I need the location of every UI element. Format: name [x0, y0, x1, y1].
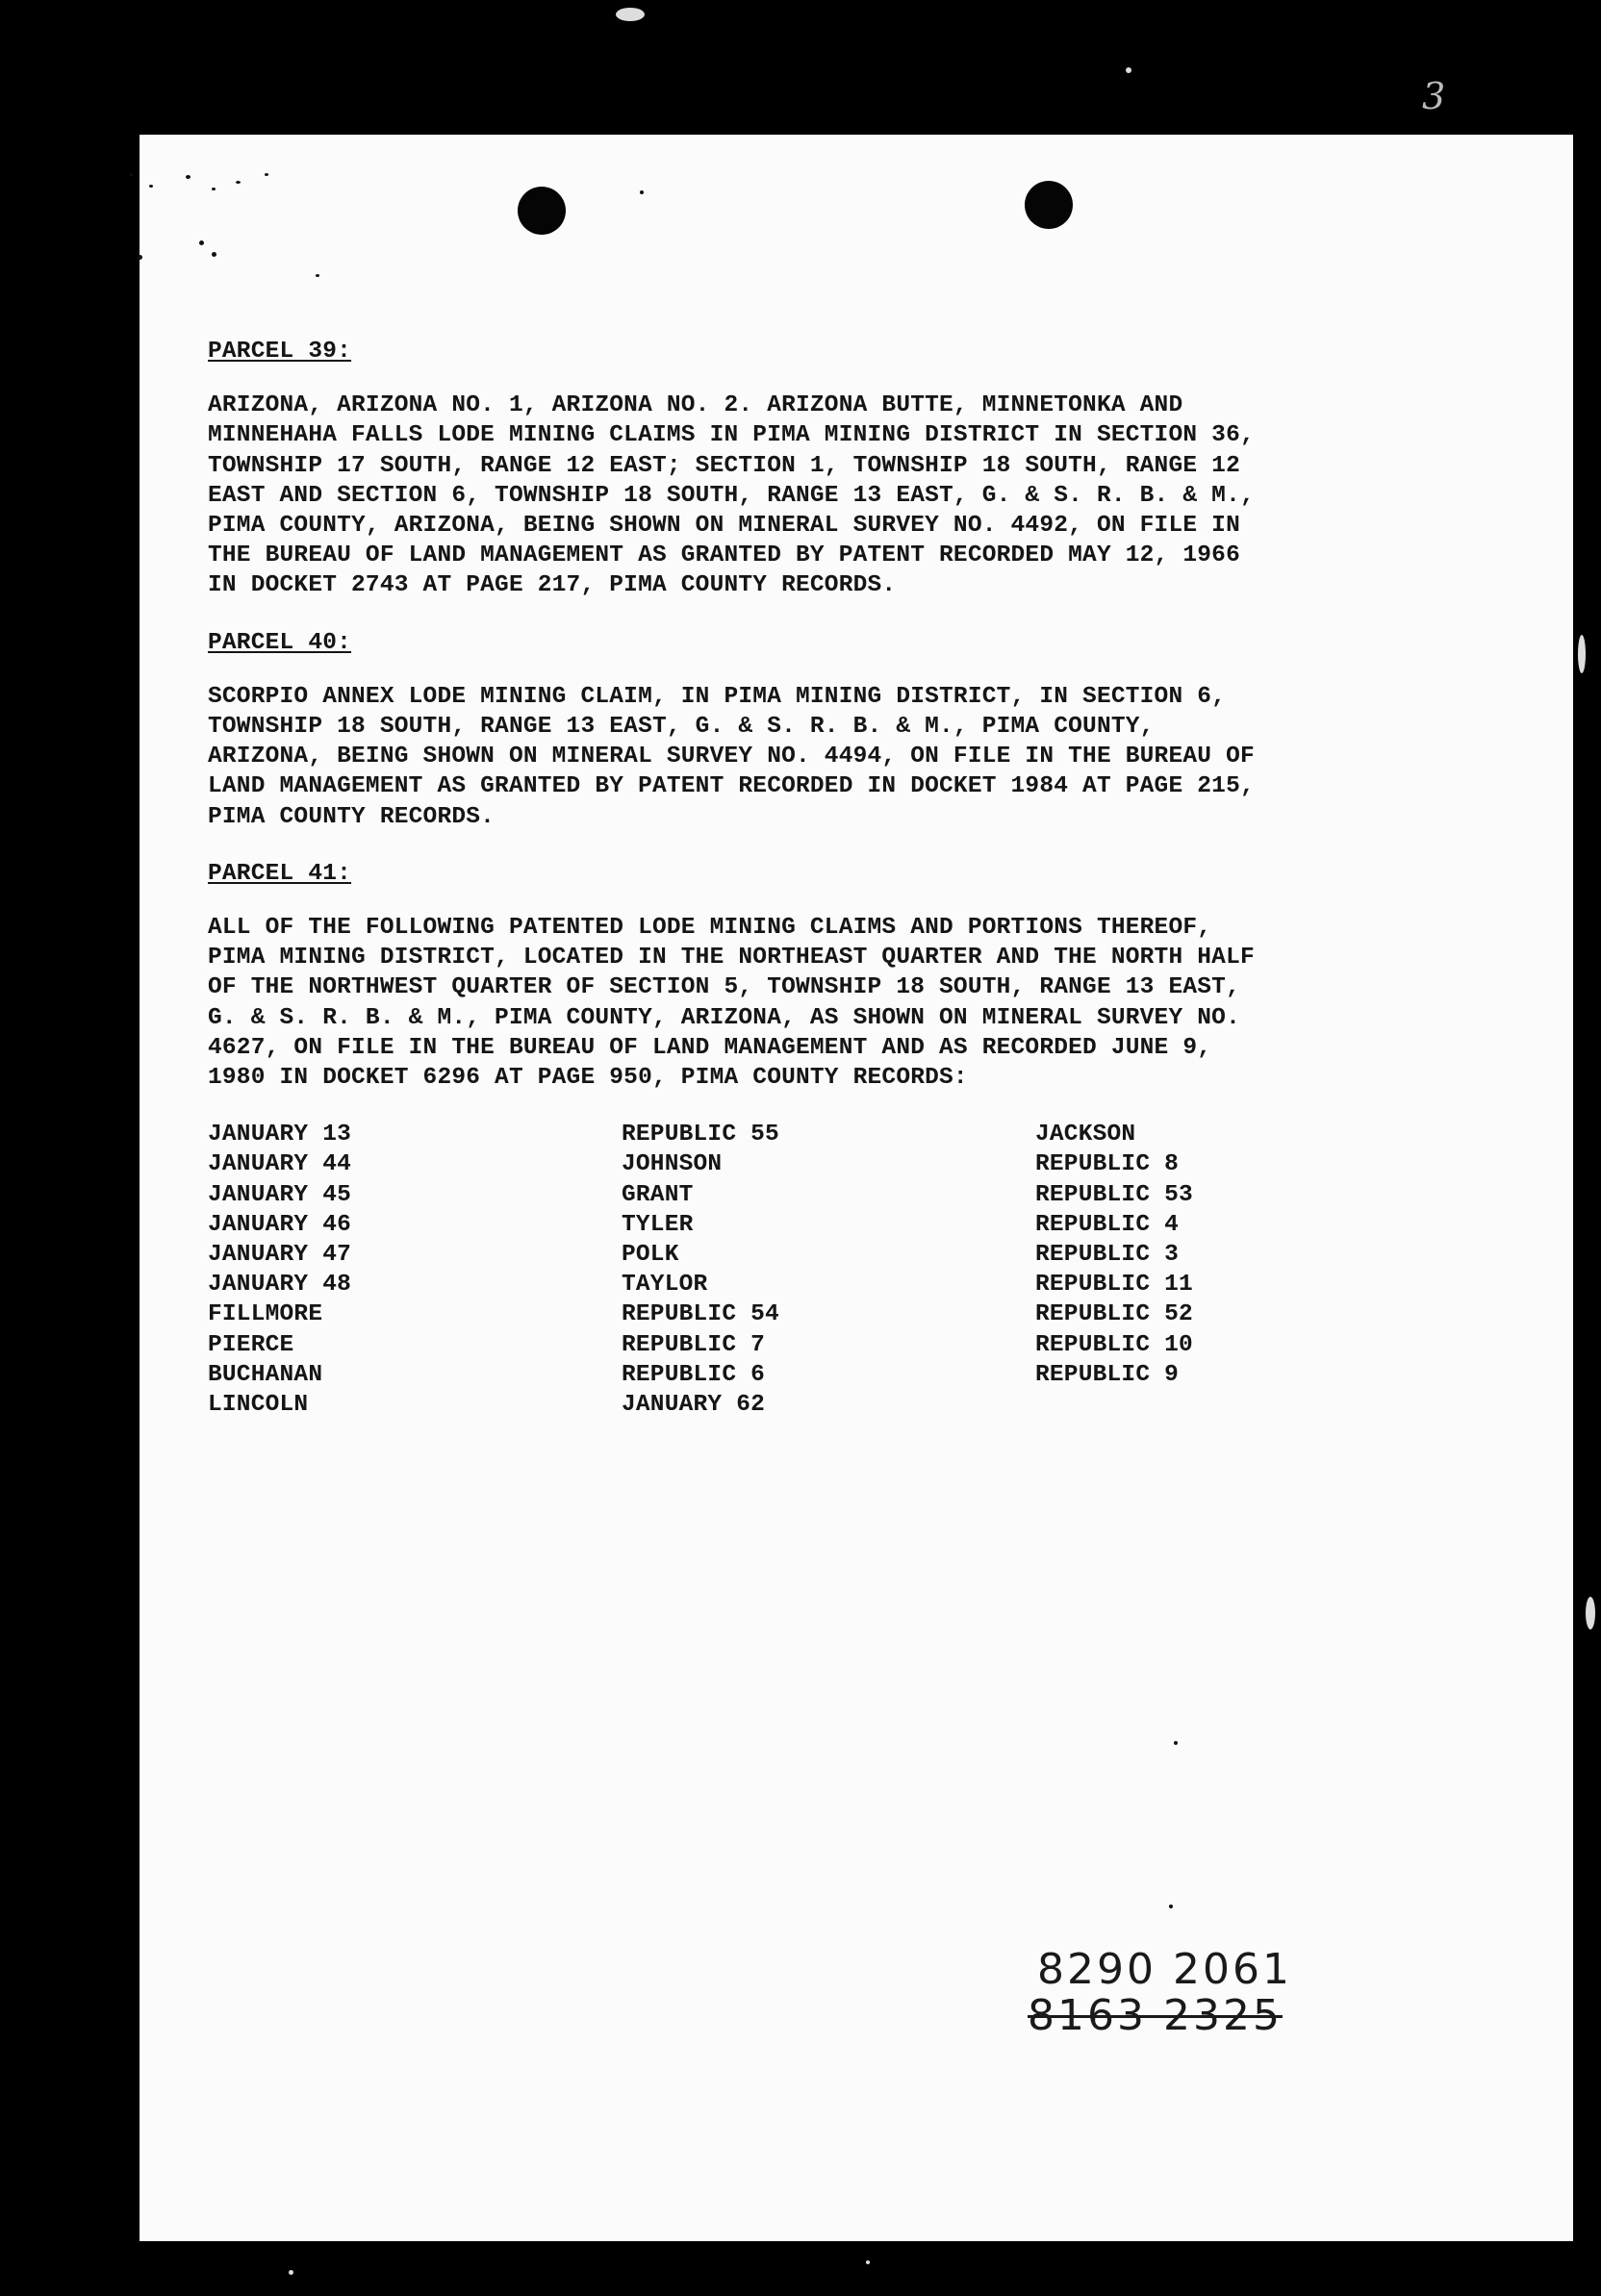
text-line: ARIZONA, BEING SHOWN ON MINERAL SURVEY NO. 4494, ON FILE IN THE BUREAU OF	[208, 744, 1255, 770]
claim-name: REPUBLIC 7	[622, 1331, 766, 1358]
scan-noise	[130, 173, 133, 176]
text-line: TOWNSHIP 18 SOUTH, RANGE 13 EAST, G. & S. R. B. & M., PIMA COUNTY,	[208, 714, 1155, 741]
scan-noise	[1174, 1741, 1178, 1745]
claim-name: JOHNSON	[622, 1151, 723, 1178]
document-body	[208, 337, 1305, 1420]
scan-noise	[1586, 1597, 1595, 1629]
scan-noise	[265, 173, 268, 176]
scan-noise	[236, 181, 241, 184]
claims-column	[1035, 1120, 1324, 1420]
parcel-heading: PARCEL 40:	[208, 629, 352, 656]
claim-name: REPUBLIC 9	[1035, 1361, 1180, 1388]
scan-noise	[1126, 67, 1131, 73]
parcel-description	[208, 913, 1305, 1093]
punch-hole	[1025, 181, 1073, 229]
claim-name: REPUBLIC 4	[1035, 1211, 1180, 1238]
claim-name: PIERCE	[208, 1331, 294, 1358]
text-line: 1980 IN DOCKET 6296 AT PAGE 950, PIMA COUNTY RECORDS:	[208, 1065, 968, 1092]
scan-noise	[616, 8, 645, 21]
text-line: SCORPIO ANNEX LODE MINING CLAIM, IN PIMA MINING DISTRICT, IN SECTION 6,	[208, 683, 1227, 710]
claims-list	[208, 1120, 1305, 1420]
text-line: MINNEHAHA FALLS LODE MINING CLAIMS IN PIMA MINING DISTRICT IN SECTION 36,	[208, 422, 1255, 449]
scan-noise	[640, 190, 644, 194]
claim-name: REPUBLIC 10	[1035, 1331, 1193, 1358]
text-line: ARIZONA, ARIZONA NO. 1, ARIZONA NO. 2. ARIZONA BUTTE, MINNETONKA AND	[208, 392, 1183, 419]
parcel-heading: PARCEL 39:	[208, 339, 352, 365]
claim-name: TAYLOR	[622, 1272, 708, 1299]
claim-name: JANUARY 62	[622, 1392, 766, 1419]
text-line: LAND MANAGEMENT AS GRANTED BY PATENT RECORDED IN DOCKET 1984 AT PAGE 215,	[208, 773, 1255, 800]
punch-hole	[518, 187, 566, 235]
claim-name: REPUBLIC 6	[622, 1361, 766, 1388]
text-line: EAST AND SECTION 6, TOWNSHIP 18 SOUTH, RANGE 13 EAST, G. & S. R. B. & M.,	[208, 482, 1255, 509]
parcel-description	[208, 682, 1305, 832]
parcel-description	[208, 391, 1305, 600]
handwritten-record-number: 8290 2061	[1037, 1945, 1292, 1994]
claim-name: REPUBLIC 8	[1035, 1151, 1180, 1178]
claim-name: JANUARY 47	[208, 1242, 352, 1269]
text-line: PIMA MINING DISTRICT, LOCATED IN THE NORTHEAST QUARTER AND THE NORTH HALF	[208, 945, 1255, 971]
text-line: 4627, ON FILE IN THE BUREAU OF LAND MANAGEMENT AND AS RECORDED JUNE 9,	[208, 1034, 1212, 1061]
claim-name: REPUBLIC 52	[1035, 1301, 1193, 1328]
claim-name: LINCOLN	[208, 1392, 309, 1419]
claim-name: REPUBLIC 55	[622, 1122, 779, 1148]
scan-noise	[199, 240, 204, 245]
text-line: PIMA COUNTY, ARIZONA, BEING SHOWN ON MINERAL SURVEY NO. 4492, ON FILE IN	[208, 513, 1240, 540]
claim-name: TYLER	[622, 1211, 694, 1238]
claim-name: REPUBLIC 3	[1035, 1242, 1180, 1269]
text-line: TOWNSHIP 17 SOUTH, RANGE 12 EAST; SECTION 1, TOWNSHIP 18 SOUTH, RANGE 12	[208, 452, 1240, 479]
scan-noise	[149, 185, 153, 188]
text-line: THE BUREAU OF LAND MANAGEMENT AS GRANTED BY PATENT RECORDED MAY 12, 1966	[208, 542, 1240, 569]
text-line: IN DOCKET 2743 AT PAGE 217, PIMA COUNTY RECORDS.	[208, 572, 897, 599]
claims-column	[622, 1120, 1035, 1420]
text-line: ALL OF THE FOLLOWING PATENTED LODE MINING CLAIMS AND PORTIONS THEREOF,	[208, 915, 1212, 942]
claim-name: JANUARY 46	[208, 1211, 352, 1238]
scan-noise	[1578, 635, 1586, 673]
corner-page-mark: 3	[1422, 75, 1446, 117]
struck-record-number: 8163 2325	[1028, 1991, 1283, 2040]
claim-name: JANUARY 13	[208, 1122, 352, 1148]
scan-noise	[212, 188, 216, 190]
claim-name: GRANT	[622, 1181, 694, 1208]
claim-name: POLK	[622, 1242, 679, 1269]
claim-name: REPUBLIC 53	[1035, 1181, 1193, 1208]
scan-noise	[1169, 1905, 1173, 1908]
scan-noise	[316, 274, 319, 277]
scan-noise	[212, 252, 216, 257]
claims-column	[208, 1120, 622, 1420]
text-line: PIMA COUNTY RECORDS.	[208, 803, 496, 830]
claim-name: BUCHANAN	[208, 1361, 323, 1388]
claim-name: JACKSON	[1035, 1122, 1136, 1148]
scan-noise	[186, 175, 191, 179]
claim-name: FILLMORE	[208, 1301, 323, 1328]
scan-noise	[866, 2260, 870, 2264]
claim-name: JANUARY 48	[208, 1272, 352, 1299]
text-line: G. & S. R. B. & M., PIMA COUNTY, ARIZONA, AS SHOWN ON MINERAL SURVEY NO.	[208, 1004, 1240, 1031]
claim-name: REPUBLIC 54	[622, 1301, 779, 1328]
claim-name: JANUARY 45	[208, 1181, 352, 1208]
claim-name: REPUBLIC 11	[1035, 1272, 1193, 1299]
scan-noise	[289, 2270, 293, 2275]
claim-name: JANUARY 44	[208, 1151, 352, 1178]
text-line: OF THE NORTHWEST QUARTER OF SECTION 5, TOWNSHIP 18 SOUTH, RANGE 13 EAST,	[208, 974, 1240, 1001]
parcel-heading: PARCEL 41:	[208, 860, 352, 887]
scan-noise	[138, 255, 142, 260]
